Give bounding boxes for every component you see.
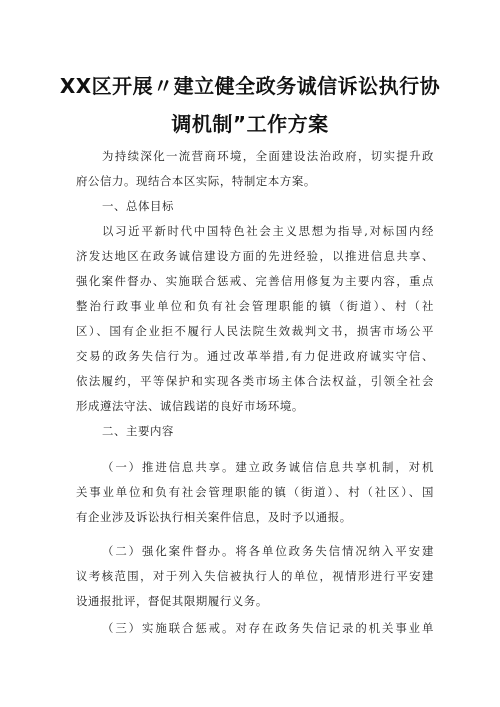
paragraph-line: 设通报批评，督促其限期履行义务。 — [76, 594, 268, 608]
paragraph-line: 济发达地区在政务诚信建设方面的先进经验，以推进信息共享、 — [76, 249, 434, 263]
document-title-line-2: 调机制”工作方案 — [171, 112, 329, 136]
paragraph-line: 形成遵法守法、诚信践诺的良好市场环境。 — [76, 399, 304, 413]
paragraph-line: 以习近平新时代中国特色社会主义思想为指导,对标国内经 — [102, 224, 434, 238]
paragraph-line: （二）强化案件督办。将各单位政务失信情况纳入平安建 — [102, 544, 434, 558]
paragraph-line: 为持续深化一流营商环境，全面建设法治政府，切实提升政 — [102, 149, 434, 163]
paragraph-line: 依法履约，平等保护和实现各类市场主体合法权益，引领全社会 — [76, 374, 434, 388]
paragraph-line: 强化案件督办、实施联合惩戒、完善信用修复为主要内容，重点 — [76, 274, 434, 288]
paragraph-line: 交易的政务失信行为。通过改革举措,有力促进政府诚实守信、 — [76, 349, 434, 363]
section-heading: 二、主要内容 — [102, 424, 174, 438]
paragraph-line: 议考核范围，对于列入失信被执行人的单位，视情形进行平安建 — [76, 569, 434, 583]
paragraph-line: 区）、国有企业拒不履行人民法院生效裁判文书，损害市场公平 — [76, 324, 434, 338]
paragraph-line: 整治行政事业单位和负有社会管理职能的镇（街道）、村（社 — [76, 299, 434, 313]
section-heading: 一、总体目标 — [102, 199, 174, 213]
paragraph-line: （一）推进信息共享。建立政务诚信信息共享机制，对机 — [102, 460, 434, 474]
paragraph-line: 关事业单位和负有社会管理职能的镇（街道）、村（社区）、国 — [76, 485, 434, 499]
paragraph-line: 有企业涉及诉讼执行相关案件信息，及时予以通报。 — [76, 510, 352, 524]
paragraph-line: （三）实施联合惩戒。对存在政务失信记录的机关事业单 — [102, 621, 434, 635]
paragraph-line: 府公信力。现结合本区实际，特制定本方案。 — [76, 174, 316, 188]
document-title-line-1: XX区开展〃建立健全政务诚信诉讼执行协 — [59, 74, 441, 98]
